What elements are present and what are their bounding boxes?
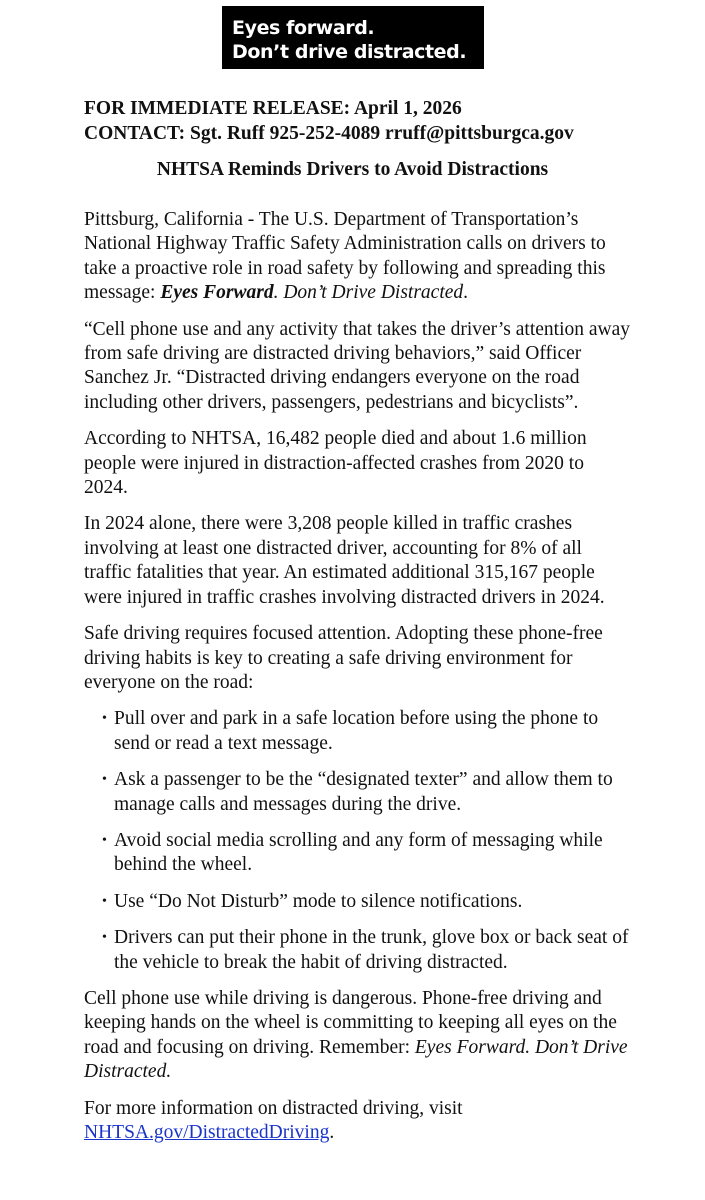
- release-header: [84, 96, 684, 146]
- paragraph-more-info: For more information on distracted driving, visit NHTSA.gov/DistractedDriving.: [84, 1097, 463, 1143]
- release-body: [84, 208, 632, 1157]
- list-item: • Use “Do Not Disturb” mode to silence notifications.: [102, 890, 632, 914]
- slogan-dont-drive: . Don’t Drive Distracted: [273, 282, 464, 304]
- headline: NHTSA Reminds Drivers to Avoid Distractions: [156, 159, 549, 180]
- paragraph-quote: “Cell phone use and any activity that takes the driver’s attention away from safe driving are distracted driving behaviors,” said Officer Sanchez Jr. “Distracted driving endangers everyone on the road including other drivers, passengers, pedestrians and bicyclists”.: [84, 318, 631, 413]
- closing-slogan: Eyes Forward. Don’t Drive Distracted.: [84, 1036, 628, 1083]
- release-date: FOR IMMEDIATE RELEASE: April 1, 2026: [84, 98, 462, 119]
- contact-line: CONTACT: Sgt. Ruff 925-252-4089 rruff@pittsburgca.gov: [84, 123, 574, 144]
- habits-list: [84, 707, 632, 975]
- banner-line-2: Don’t drive distracted.: [232, 41, 467, 63]
- campaign-banner: [222, 6, 484, 69]
- list-item: • Avoid social media scrolling and any form of messaging while behind the wheel.: [102, 829, 632, 878]
- banner-line-1: Eyes forward.: [232, 17, 375, 39]
- list-item: • Pull over and park in a safe location before using the phone to send or read a text message.: [102, 707, 632, 756]
- paragraph-closing: Cell phone use while driving is dangerous. Phone-free driving and keeping hands on the wheel is committing to keeping all eyes on the road and focusing on driving. Remember: Eyes Forward. Don’t Drive Distracted.: [84, 987, 628, 1083]
- list-item: • Drivers can put their phone in the trunk, glove box or back seat of the vehicle to break the habit of driving distracted.: [102, 926, 632, 975]
- paragraph-statistics-2024: In 2024 alone, there were 3,208 people killed in traffic crashes involving at least one distracted driver, accounting for 8% of all traffic fatalities that year. An estimated additional 315,167 people were injured in traffic crashes involving distracted drivers in 2024.: [84, 513, 605, 608]
- paragraph-intro: Pittsburg, California - The U.S. Department of Transportation’s National Highway Traffic Safety Administration calls on drivers to take a proactive role in road safety by following and spreading this message: Eyes Forward. Don’t Drive Distracted.: [84, 209, 606, 304]
- list-item: • Ask a passenger to be the “designated texter” and allow them to manage calls and messages during the drive.: [102, 768, 632, 817]
- nhtsa-link[interactable]: NHTSA.gov/DistractedDriving: [84, 1122, 330, 1143]
- paragraph-habits-intro: Safe driving requires focused attention. Adopting these phone-free driving habits is key to creating a safe driving environment for everyone on the road:: [84, 623, 603, 693]
- slogan-eyes-forward: Eyes Forward: [160, 282, 274, 304]
- paragraph-statistics-2020-2024: According to NHTSA, 16,482 people died and about 1.6 million people were injured in distraction-affected crashes from 2020 to 2024.: [84, 428, 587, 499]
